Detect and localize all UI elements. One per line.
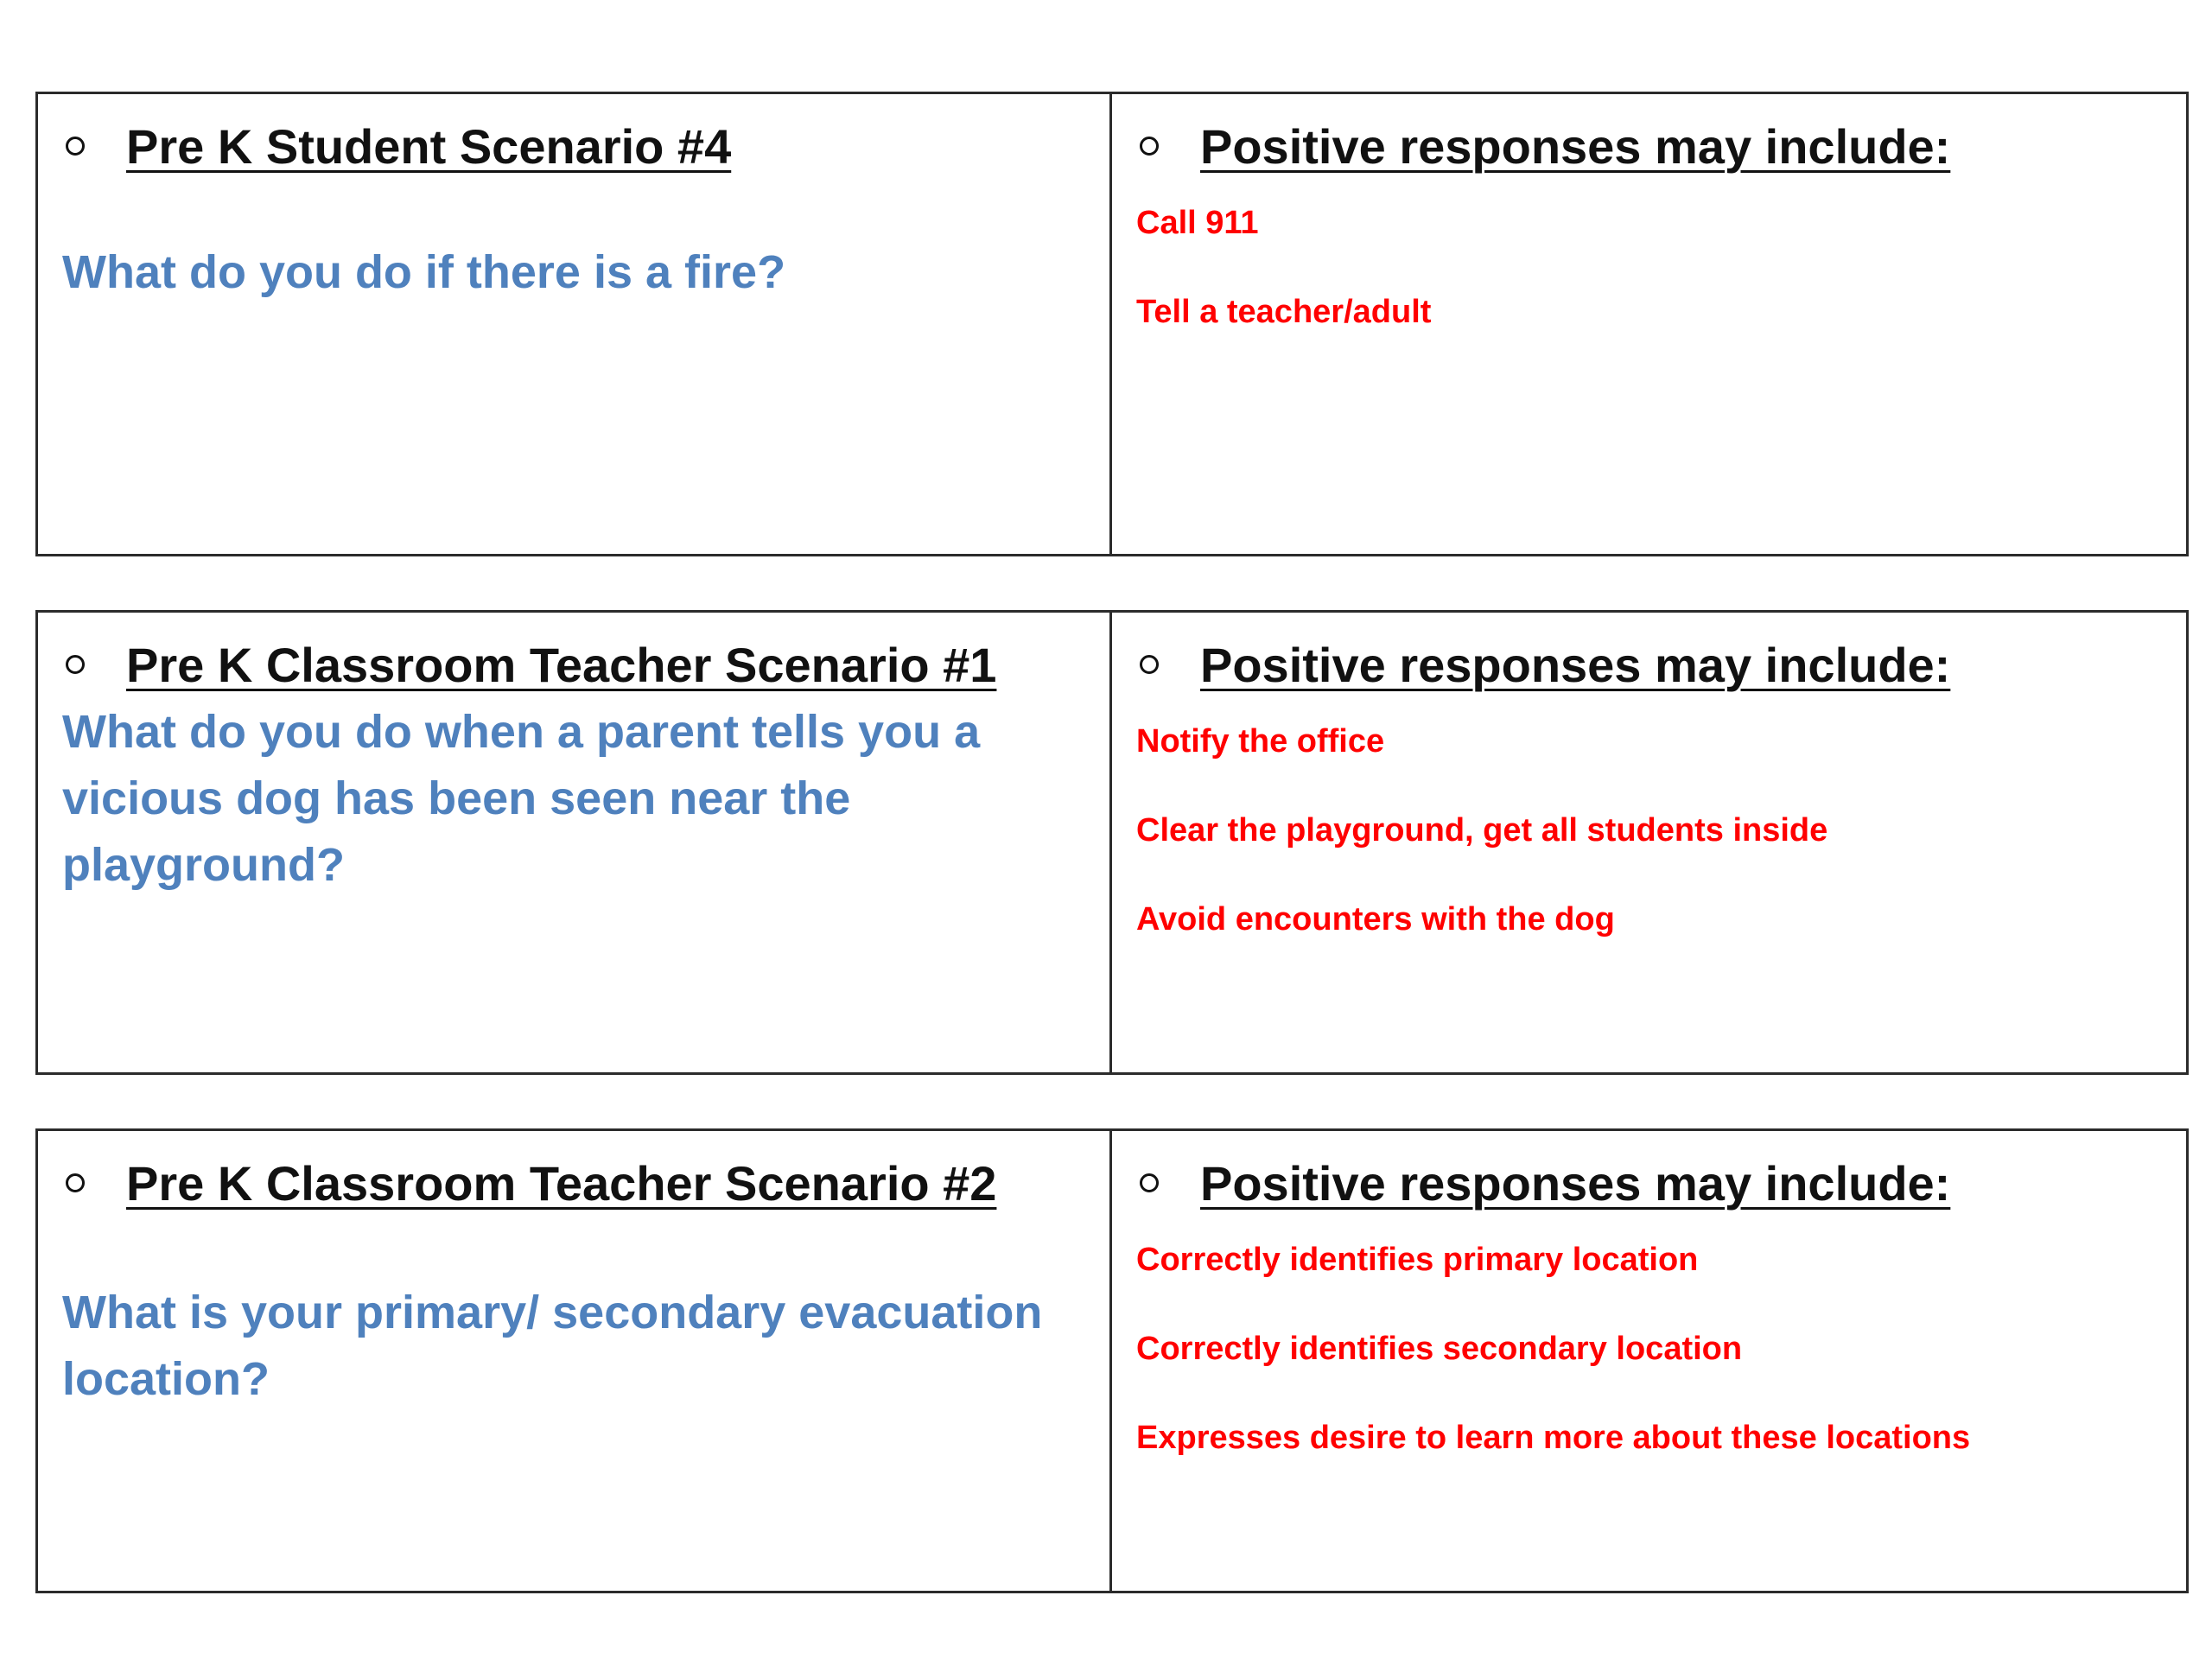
scenario-cell xyxy=(38,613,1112,1072)
scenario-title: Pre K Classroom Teacher Scenario #1 xyxy=(126,637,997,692)
scenario-question: What is your primary/ secondary evacuation location? xyxy=(62,1287,1043,1405)
scenario-cell xyxy=(38,94,1112,554)
response-item: Avoid encounters with the dog xyxy=(1136,901,1615,938)
response-item: Call 911 xyxy=(1136,205,1259,241)
circle-bullet-icon xyxy=(66,655,85,674)
responses-list xyxy=(1136,697,2165,987)
circle-bullet-icon xyxy=(66,137,85,156)
scenario-question: What do you do when a parent tells you a vicious dog has been seen near the playground? xyxy=(62,706,981,891)
circle-bullet-icon xyxy=(1140,1173,1159,1192)
responses-cell xyxy=(1112,94,2186,554)
responses-heading: Positive responses may include: xyxy=(1200,1155,1951,1211)
scenario-cell xyxy=(38,1131,1112,1591)
responses-heading-row xyxy=(1135,1150,2165,1216)
responses-heading-row xyxy=(1135,113,2165,179)
circle-bullet-icon xyxy=(66,1173,85,1192)
responses-heading: Positive responses may include: xyxy=(1200,118,1951,174)
scenario-title: Pre K Student Scenario #4 xyxy=(126,118,732,174)
response-item: Clear the playground, get all students inside xyxy=(1136,812,1828,849)
scenario-heading-row xyxy=(60,1150,1089,1216)
circle-bullet-icon xyxy=(1140,137,1159,156)
responses-heading: Positive responses may include: xyxy=(1200,637,1951,692)
scenario-title: Pre K Classroom Teacher Scenario #2 xyxy=(126,1155,997,1211)
responses-list xyxy=(1136,1216,2165,1505)
responses-cell xyxy=(1112,1131,2186,1591)
scenario-card xyxy=(35,1128,2189,1593)
responses-cell xyxy=(1112,613,2186,1072)
scenario-question: What do you do if there is a fire? xyxy=(62,246,786,298)
scenario-heading-row xyxy=(60,632,1089,697)
response-item: Tell a teacher/adult xyxy=(1136,294,1432,330)
scenario-card xyxy=(35,610,2189,1075)
responses-list xyxy=(1136,179,2165,379)
circle-bullet-icon xyxy=(1140,655,1159,674)
response-item: Correctly identifies secondary location xyxy=(1136,1331,1743,1367)
responses-heading-row xyxy=(1135,632,2165,697)
response-item: Correctly identifies primary location xyxy=(1136,1242,1699,1278)
scenario-heading-row xyxy=(60,113,1089,179)
response-item: Expresses desire to learn more about these locations xyxy=(1136,1420,1971,1456)
response-item: Notify the office xyxy=(1136,723,1385,760)
scenario-card xyxy=(35,92,2189,556)
